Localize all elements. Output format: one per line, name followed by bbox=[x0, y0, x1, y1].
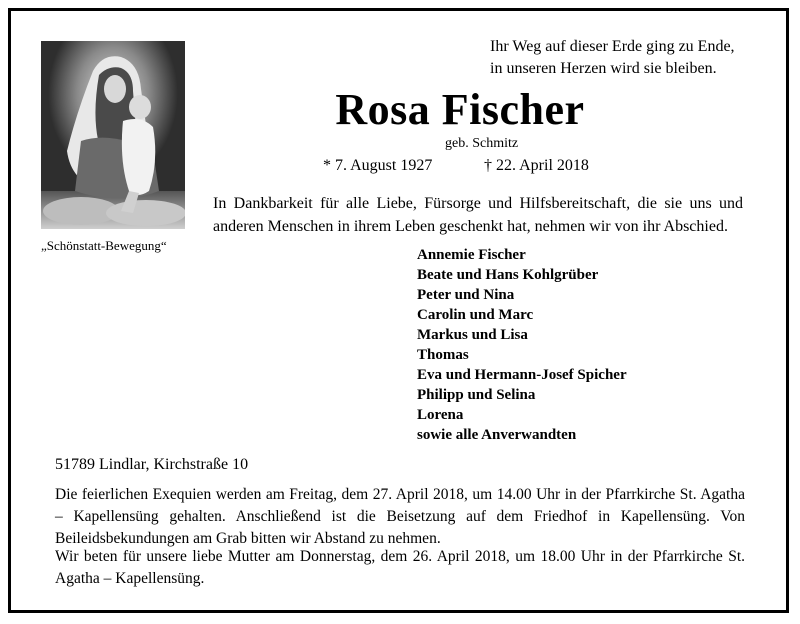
mourner-entry: Philipp und Selina bbox=[417, 387, 536, 403]
birth-name: geb. Schmitz bbox=[445, 136, 519, 151]
memorial-verse bbox=[490, 36, 735, 80]
mourner-entry: Carolin und Marc bbox=[417, 307, 534, 323]
deceased-name bbox=[0, 84, 800, 135]
funeral-paragraph: Die feierlichen Exequien werden am Freitag, dem 27. April 2018, um 14.00 Uhr in der Pfarrkirche St. Agatha – Kapellensüng gehalten. Anschließend ist die Beisetzung auf dem Friedhof in Kapellensüng. Von Beileidsbekundungen am Grab bitten wir Abstand zu nehmen. bbox=[55, 486, 745, 547]
madonna-image bbox=[41, 41, 185, 229]
thanks-paragraph: In Dankbarkeit für alle Liebe, Fürsorge und Hilfsbereitschaft, die sie uns und anderen Menschen in ihrem Leben geschenkt hat, nehmen wir von ihr Abschied. bbox=[213, 195, 743, 235]
mourner-entry: sowie alle Anverwandten bbox=[417, 427, 577, 443]
verse-line: Ihr Weg auf dieser Erde ging zu Ende, bbox=[490, 38, 735, 55]
birth-date: * 7. August 1927 bbox=[323, 157, 433, 174]
family-address: 51789 Lindlar, Kirchstraße 10 bbox=[55, 456, 249, 473]
mourner-entry: Beate und Hans Kohlgrüber bbox=[417, 267, 599, 283]
mourner-entry: Markus und Lisa bbox=[417, 327, 528, 343]
death-date: † 22. April 2018 bbox=[484, 157, 589, 174]
prayer-paragraph: Wir beten für unsere liebe Mutter am Donnerstag, dem 26. April 2018, um 18.00 Uhr in der Pfarrkirche St. Agatha – Kapellensüng. bbox=[55, 548, 745, 587]
mourner-entry: Annemie Fischer bbox=[417, 247, 526, 263]
deceased-name-text: Rosa Fischer bbox=[335, 85, 585, 134]
madonna-picture bbox=[41, 41, 185, 229]
mourner-entry: Eva und Hermann-Josef Spicher bbox=[417, 367, 627, 383]
mourners-list bbox=[417, 245, 627, 445]
mourner-entry: Thomas bbox=[417, 347, 469, 363]
mourner-entry: Peter und Nina bbox=[417, 287, 515, 303]
mourner-entry: Lorena bbox=[417, 407, 464, 423]
verse-line: in unseren Herzen wird sie bleiben. bbox=[490, 60, 717, 77]
image-caption: „Schönstatt-Bewegung“ bbox=[41, 238, 167, 253]
